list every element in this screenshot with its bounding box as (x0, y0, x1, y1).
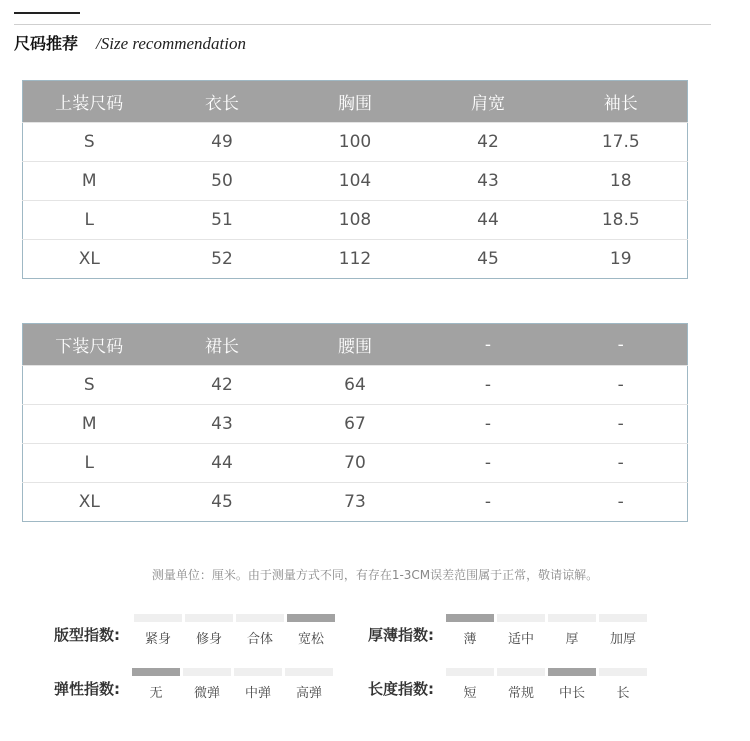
table-header-row (23, 324, 688, 366)
table-row (23, 444, 688, 483)
table-cell: 44 (156, 444, 289, 483)
bottom-size-table (22, 323, 688, 522)
table-cell: 42 (422, 123, 555, 162)
table-cell: 17.5 (555, 123, 688, 162)
table-row (23, 366, 688, 405)
header-cell: 衣长 (156, 81, 289, 123)
measurement-note: 测量单位：厘米。由于测量方式不同，有存在1-3CM误差范围属于正常，敬请谅解。 (151, 568, 599, 582)
length-option-regular: 常规 (497, 668, 545, 704)
table-row (23, 240, 688, 279)
table-cell: 42 (156, 366, 289, 405)
elasticity-option-slight: 微弹 (183, 668, 231, 704)
table-cell: S (23, 123, 156, 162)
table-cell: 50 (156, 162, 289, 201)
table-cell: 108 (289, 201, 422, 240)
table-cell: 19 (555, 240, 688, 279)
table-cell: 45 (422, 240, 555, 279)
thickness-index-label: 厚薄指数: (368, 626, 434, 644)
length-option-short: 短 (446, 668, 494, 704)
table-cell: L (23, 444, 156, 483)
table-cell: - (555, 405, 688, 444)
elasticity-option-high: 高弹 (285, 668, 333, 704)
header-cell: - (422, 324, 555, 366)
table-cell: 73 (289, 483, 422, 522)
table-cell: 64 (289, 366, 422, 405)
table-cell: 43 (156, 405, 289, 444)
thickness-option-extra-thick: 加厚 (599, 614, 647, 650)
thickness-option-thin: 薄 (446, 614, 494, 650)
table-cell: - (422, 405, 555, 444)
section-title-en: /Size recommendation (96, 34, 246, 53)
table-cell: L (23, 201, 156, 240)
elasticity-option-none: 无 (132, 668, 180, 704)
header-cell: 下装尺码 (23, 324, 156, 366)
table-cell: 100 (289, 123, 422, 162)
fit-option-slim: 修身 (185, 614, 233, 650)
elasticity-index-label: 弹性指数: (54, 680, 120, 698)
table-cell: - (555, 444, 688, 483)
table-cell: M (23, 405, 156, 444)
table-cell: - (422, 444, 555, 483)
table-cell: 51 (156, 201, 289, 240)
table-cell: XL (23, 483, 156, 522)
header-cell: 肩宽 (422, 81, 555, 123)
table-row (23, 201, 688, 240)
thickness-option-medium: 适中 (497, 614, 545, 650)
table-cell: 18 (555, 162, 688, 201)
length-option-long: 长 (599, 668, 647, 704)
length-index (368, 668, 658, 708)
header-cell: 袖长 (555, 81, 688, 123)
fit-option-regular: 合体 (236, 614, 284, 650)
header-cell: 裙长 (156, 324, 289, 366)
fit-option-loose: 宽松 (287, 614, 335, 650)
section-title-cn: 尺码推荐 (14, 34, 79, 53)
table-cell: 18.5 (555, 201, 688, 240)
title-divider (14, 24, 711, 25)
table-cell: 49 (156, 123, 289, 162)
table-row (23, 162, 688, 201)
length-index-label: 长度指数: (368, 680, 434, 698)
elasticity-option-medium: 中弹 (234, 668, 282, 704)
table-row (23, 483, 688, 522)
fit-option-tight: 紧身 (134, 614, 182, 650)
header-cell: - (555, 324, 688, 366)
table-cell: 70 (289, 444, 422, 483)
table-row (23, 405, 688, 444)
fit-index-label: 版型指数: (54, 626, 120, 644)
thickness-option-thick: 厚 (548, 614, 596, 650)
table-cell: 44 (422, 201, 555, 240)
table-cell: S (23, 366, 156, 405)
header-cell: 上装尺码 (23, 81, 156, 123)
table-cell: 43 (422, 162, 555, 201)
thickness-index (368, 614, 658, 654)
table-cell: XL (23, 240, 156, 279)
table-cell: - (555, 366, 688, 405)
table-cell: 104 (289, 162, 422, 201)
header-cell: 胸围 (289, 81, 422, 123)
table-row (23, 123, 688, 162)
fit-index (54, 614, 344, 654)
header-cell: 腰围 (289, 324, 422, 366)
table-cell: 67 (289, 405, 422, 444)
section-title (14, 34, 246, 54)
table-cell: - (422, 483, 555, 522)
table-cell: 45 (156, 483, 289, 522)
table-cell: - (555, 483, 688, 522)
elasticity-index (54, 668, 344, 708)
table-cell: 52 (156, 240, 289, 279)
table-cell: M (23, 162, 156, 201)
table-header-row (23, 81, 688, 123)
table-cell: 112 (289, 240, 422, 279)
top-size-table (22, 80, 688, 279)
table-cell: - (422, 366, 555, 405)
length-option-midlength: 中长 (548, 668, 596, 704)
title-accent-bar (14, 12, 80, 14)
